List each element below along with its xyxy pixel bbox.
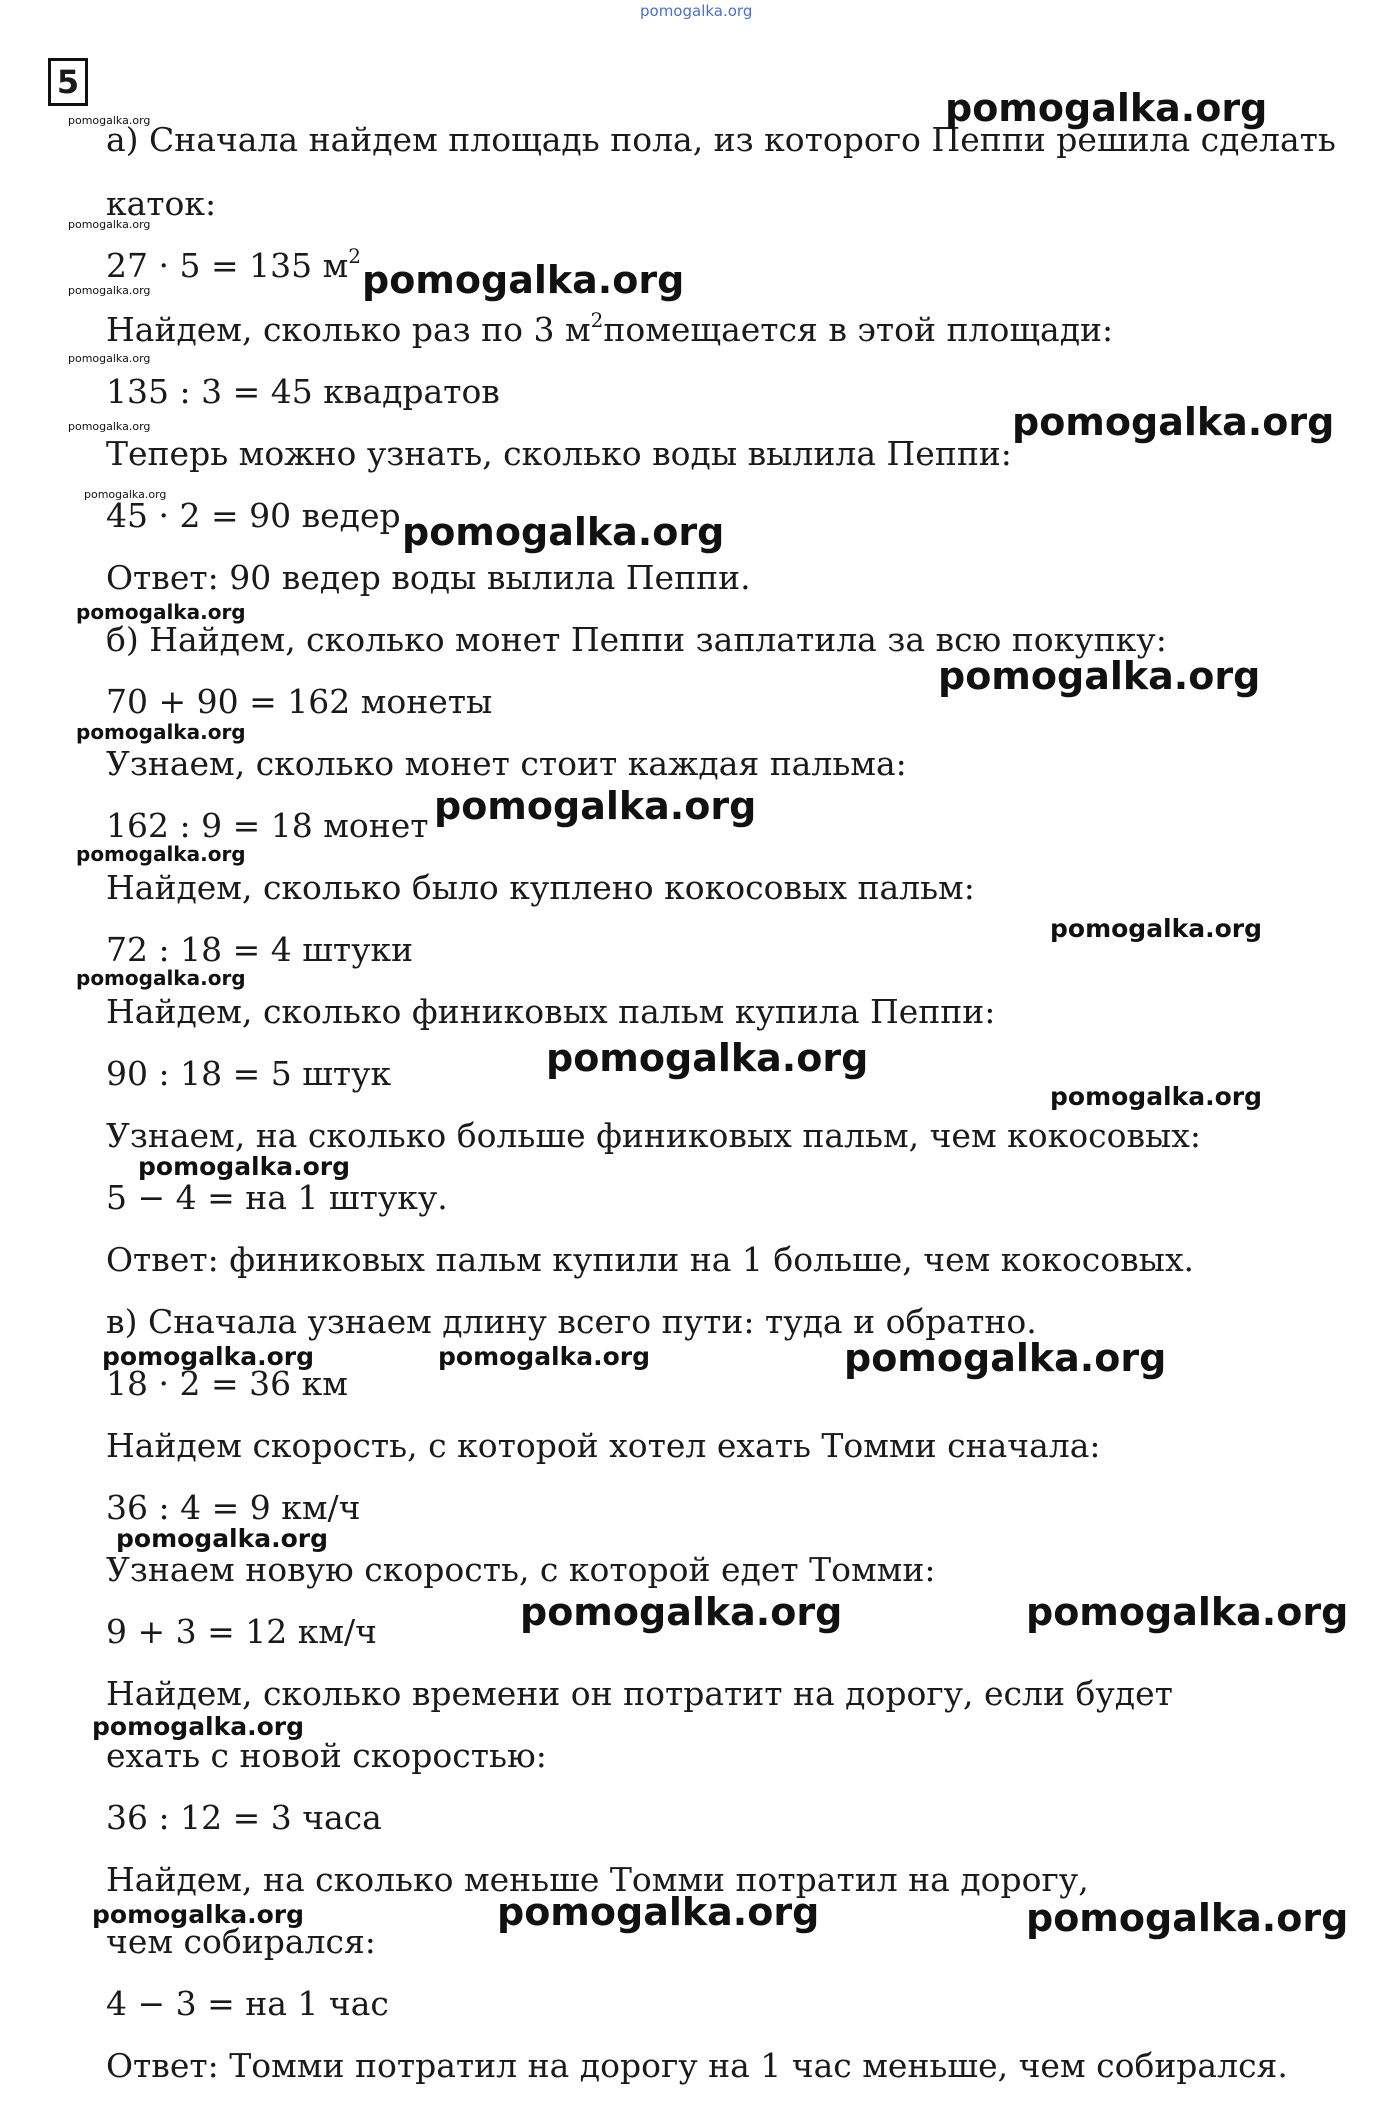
watermark: pomogalka.org [68, 352, 151, 365]
solution-line: 36 : 12 = 3 часа [106, 1798, 382, 1837]
watermark: pomogalka.org [1026, 1896, 1349, 1940]
solution-line: в) Сначала узнаем длину всего пути: туда и обратно. [106, 1302, 1037, 1341]
solution-line: Найдем, сколько финиковых пальм купила Пеппи: [106, 992, 996, 1031]
watermark: pomogalka.org [1026, 1590, 1349, 1634]
solution-line: а) Сначала найдем площадь пола, из которого Пеппи решила сделать [106, 120, 1336, 159]
watermark: pomogalka.org [102, 1342, 315, 1371]
watermark: pomogalka.org [92, 1712, 305, 1741]
solution-line: Найдем, на сколько меньше Томми потратил на дорогу, [106, 1860, 1089, 1899]
solution-line: каток: [106, 184, 217, 223]
watermark: pomogalka.org [438, 1342, 651, 1371]
watermark: pomogalka.org [938, 654, 1261, 698]
solution-line: 72 : 18 = 4 штуки [106, 930, 414, 969]
solution-line: б) Найдем, сколько монет Пеппи заплатила за всю покупку: [106, 620, 1167, 659]
solution-line: 5 − 4 = на 1 штуку. [106, 1178, 448, 1217]
watermark: pomogalka.org [1050, 1082, 1263, 1111]
watermark: pomogalka.org [1050, 914, 1263, 943]
watermark-top: pomogalka.org [640, 2, 753, 20]
solution-line: Ответ: 90 ведер воды вылила Пеппи. [106, 558, 751, 597]
solution-line [106, 246, 361, 285]
solution-line: Найдем, сколько было куплено кокосовых пальм: [106, 868, 975, 907]
watermark: pomogalka.org [76, 600, 246, 624]
solution-line: Узнаем новую скорость, с которой едет Томми: [106, 1550, 936, 1589]
solution-line: 18 · 2 = 36 км [106, 1364, 348, 1403]
solution-line: 135 : 3 = 45 квадратов [106, 372, 500, 411]
watermark: pomogalka.org [546, 1036, 869, 1080]
line-text: Найдем, сколько раз по 3 м [106, 310, 591, 349]
equation-text: 27 · 5 = 135 м [106, 246, 349, 285]
watermark: pomogalka.org [68, 218, 151, 231]
watermark: pomogalka.org [362, 258, 685, 302]
watermark: pomogalka.org [68, 284, 151, 297]
watermark: pomogalka.org [116, 1524, 329, 1553]
solution-line: Узнаем, сколько монет стоит каждая пальма: [106, 744, 907, 783]
solution-line: 4 − 3 = на 1 час [106, 1984, 389, 2023]
line-text: помещается в этой площади: [603, 310, 1114, 349]
watermark: pomogalka.org [76, 966, 246, 990]
solution-line: 36 : 4 = 9 км/ч [106, 1488, 361, 1527]
solution-line: Ответ: Томми потратил на дорогу на 1 час меньше, чем собирался. [106, 2046, 1288, 2085]
task-number-badge: 5 [48, 58, 88, 106]
solution-line: Найдем скорость, с которой хотел ехать Томми сначала: [106, 1426, 1101, 1465]
watermark: pomogalka.org [68, 420, 151, 433]
watermark: pomogalka.org [92, 1900, 305, 1929]
solution-line: 45 · 2 = 90 ведер [106, 496, 401, 535]
solution-line: Найдем, сколько времени он потратит на дорогу, если будет [106, 1674, 1173, 1713]
watermark: pomogalka.org [402, 510, 725, 554]
superscript: 2 [348, 244, 361, 268]
solution-line: 9 + 3 = 12 км/ч [106, 1612, 377, 1651]
watermark: pomogalka.org [138, 1152, 351, 1181]
solution-line: 70 + 90 = 162 монеты [106, 682, 493, 721]
watermark: pomogalka.org [76, 842, 246, 866]
watermark: pomogalka.org [76, 720, 246, 744]
solution-line [106, 310, 1113, 349]
solution-line: Ответ: финиковых пальм купили на 1 больше, чем кокосовых. [106, 1240, 1195, 1279]
solution-line: Узнаем, на сколько больше финиковых пальм, чем кокосовых: [106, 1116, 1202, 1155]
watermark: pomogalka.org [945, 86, 1268, 130]
watermark: pomogalka.org [497, 1890, 820, 1934]
watermark: pomogalka.org [1012, 400, 1335, 444]
watermark: pomogalka.org [84, 488, 167, 501]
watermark: pomogalka.org [434, 784, 757, 828]
solution-line: чем собирался: [106, 1922, 376, 1961]
watermark: pomogalka.org [520, 1590, 843, 1634]
superscript: 2 [590, 308, 604, 332]
watermark: pomogalka.org [844, 1336, 1167, 1380]
solution-line: ехать с новой скоростью: [106, 1736, 547, 1775]
solution-line: 162 : 9 = 18 монет [106, 806, 429, 845]
watermark: pomogalka.org [68, 114, 151, 127]
solution-line: Теперь можно узнать, сколько воды вылила Пеппи: [106, 434, 1012, 473]
solution-line: 90 : 18 = 5 штук [106, 1054, 392, 1093]
